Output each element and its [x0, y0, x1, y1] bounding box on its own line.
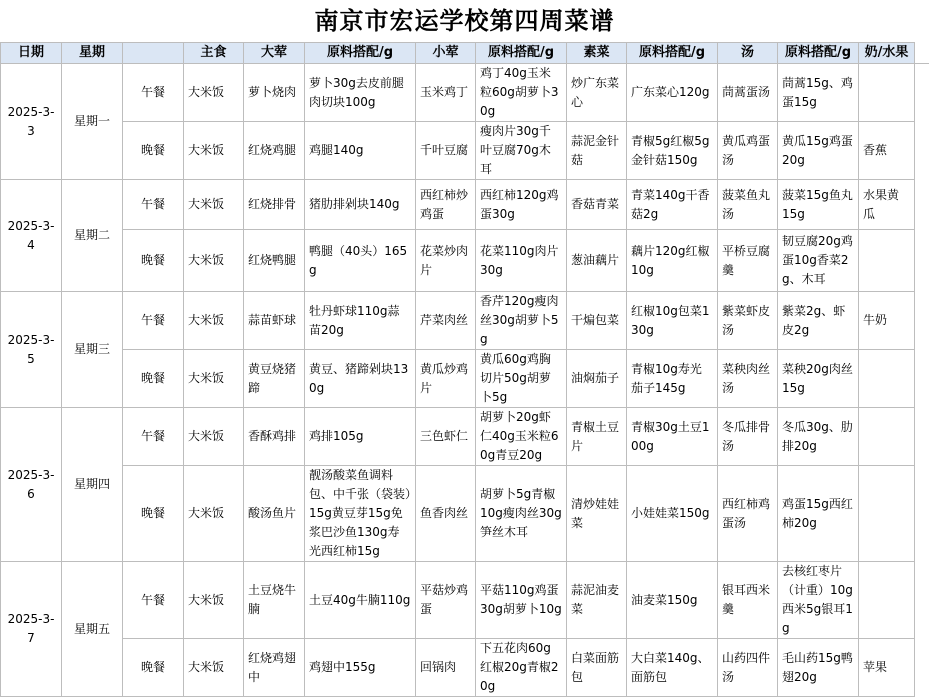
header-cell: 奶/水果 — [859, 43, 915, 64]
side-dish-cell: 西红柿炒鸡蛋 — [416, 180, 476, 230]
header-cell: 主食 — [184, 43, 244, 64]
vegetable-ingredients-cell: 小娃娃菜150g — [627, 466, 718, 562]
staple-cell: 大米饭 — [184, 466, 244, 562]
side-ingredients-cell: 香芹120g瘦肉丝30g胡萝卜5g — [476, 292, 567, 350]
date-cell: 2025-3-5 — [1, 292, 62, 408]
main-ingredients-cell: 鸡排105g — [305, 408, 416, 466]
side-ingredients-cell: 瘦肉片30g千叶豆腐70g木耳 — [476, 122, 567, 180]
side-dish-cell: 三色虾仁 — [416, 408, 476, 466]
soup-cell: 银耳西米羹 — [718, 562, 778, 639]
vegetable-ingredients-cell: 藕片120g红椒10g — [627, 230, 718, 292]
header-row — [1, 43, 915, 64]
staple-cell: 大米饭 — [184, 180, 244, 230]
main-dish-cell: 黄豆烧猪蹄 — [244, 350, 305, 408]
fruit-cell — [859, 408, 915, 466]
header-cell: 小荤 — [416, 43, 476, 64]
header-cell: 原料搭配/g — [627, 43, 718, 64]
main-dish-cell: 蒜苗虾球 — [244, 292, 305, 350]
date-cell: 2025-3-4 — [1, 180, 62, 292]
staple-cell: 大米饭 — [184, 639, 244, 697]
main-ingredients-cell: 鸡腿140g — [305, 122, 416, 180]
side-dish-cell: 黄瓜炒鸡片 — [416, 350, 476, 408]
header-cell: 素菜 — [567, 43, 627, 64]
soup-cell: 西红柿鸡蛋汤 — [718, 466, 778, 562]
staple-cell: 大米饭 — [184, 122, 244, 180]
table-row — [1, 408, 915, 466]
main-ingredients-cell: 靓汤酸菜鱼调料包、中千张（袋装）15g黄豆芽15g免浆巴沙鱼130g寿光西红柿15g — [305, 466, 416, 562]
meal-cell: 午餐 — [123, 180, 184, 230]
main-ingredients-cell: 土豆40g牛腩110g — [305, 562, 416, 639]
soup-cell: 平桥豆腐羹 — [718, 230, 778, 292]
side-ingredients-cell: 西红柿120g鸡蛋30g — [476, 180, 567, 230]
table-row — [1, 350, 915, 408]
table-row — [1, 64, 915, 122]
main-ingredients-cell: 鸭腿（40头）165g — [305, 230, 416, 292]
table-row — [1, 180, 915, 230]
main-dish-cell: 香酥鸡排 — [244, 408, 305, 466]
table-row — [1, 466, 915, 562]
soup-cell: 黄瓜鸡蛋汤 — [718, 122, 778, 180]
soup-ingredients-cell: 冬瓜30g、肋排20g — [778, 408, 859, 466]
main-dish-cell: 红烧排骨 — [244, 180, 305, 230]
meal-cell: 午餐 — [123, 292, 184, 350]
main-ingredients-cell: 鸡翅中155g — [305, 639, 416, 697]
main-dish-cell: 萝卜烧肉 — [244, 64, 305, 122]
main-ingredients-cell: 萝卜30g去皮前腿肉切块100g — [305, 64, 416, 122]
side-dish-cell: 鱼香肉丝 — [416, 466, 476, 562]
side-ingredients-cell: 平菇110g鸡蛋30g胡萝卜10g — [476, 562, 567, 639]
vegetable-cell: 干煸包菜 — [567, 292, 627, 350]
vegetable-cell: 蒜泥油麦菜 — [567, 562, 627, 639]
vegetable-cell: 清炒娃娃菜 — [567, 466, 627, 562]
table-row — [1, 562, 915, 639]
main-ingredients-cell: 猪肋排剁块140g — [305, 180, 416, 230]
soup-cell: 茼蒿蛋汤 — [718, 64, 778, 122]
main-ingredients-cell: 牡丹虾球110g蒜苗20g — [305, 292, 416, 350]
vegetable-cell: 白菜面筋包 — [567, 639, 627, 697]
staple-cell: 大米饭 — [184, 350, 244, 408]
weekday-cell: 星期三 — [62, 292, 123, 408]
header-cell: 原料搭配/g — [476, 43, 567, 64]
header-cell — [123, 43, 184, 64]
weekday-cell: 星期五 — [62, 562, 123, 697]
fruit-cell — [859, 350, 915, 408]
weekday-cell: 星期二 — [62, 180, 123, 292]
meal-cell: 午餐 — [123, 408, 184, 466]
table-row — [1, 639, 915, 697]
side-ingredients-cell: 花菜110g肉片30g — [476, 230, 567, 292]
header-cell: 日期 — [1, 43, 62, 64]
side-ingredients-cell: 鸡丁40g玉米粒60g胡萝卜30g — [476, 64, 567, 122]
fruit-cell: 牛奶 — [859, 292, 915, 350]
vegetable-ingredients-cell: 大白菜140g、面筋包 — [627, 639, 718, 697]
fruit-cell: 香蕉 — [859, 122, 915, 180]
vegetable-cell: 葱油藕片 — [567, 230, 627, 292]
meal-cell: 午餐 — [123, 64, 184, 122]
fruit-cell — [859, 466, 915, 562]
side-ingredients-cell: 下五花肉60g红椒20g青椒20g — [476, 639, 567, 697]
header-cell: 星期 — [62, 43, 123, 64]
vegetable-ingredients-cell: 青椒10g寿光茄子145g — [627, 350, 718, 408]
side-dish-cell: 花菜炒肉片 — [416, 230, 476, 292]
vegetable-ingredients-cell: 青椒5g红椒5g金针菇150g — [627, 122, 718, 180]
main-dish-cell: 红烧鸡腿 — [244, 122, 305, 180]
table-row — [1, 230, 915, 292]
soup-cell: 菜秧肉丝汤 — [718, 350, 778, 408]
side-dish-cell: 芹菜肉丝 — [416, 292, 476, 350]
side-dish-cell: 平菇炒鸡蛋 — [416, 562, 476, 639]
soup-cell: 菠菜鱼丸汤 — [718, 180, 778, 230]
meal-cell: 晚餐 — [123, 230, 184, 292]
fruit-cell: 苹果 — [859, 639, 915, 697]
side-dish-cell: 千叶豆腐 — [416, 122, 476, 180]
date-cell: 2025-3-6 — [1, 408, 62, 562]
header-cell: 大荤 — [244, 43, 305, 64]
soup-ingredients-cell: 黄瓜15g鸡蛋20g — [778, 122, 859, 180]
vegetable-cell: 香菇青菜 — [567, 180, 627, 230]
vegetable-ingredients-cell: 油麦菜150g — [627, 562, 718, 639]
vegetable-ingredients-cell: 广东菜心120g — [627, 64, 718, 122]
soup-cell: 冬瓜排骨汤 — [718, 408, 778, 466]
staple-cell: 大米饭 — [184, 292, 244, 350]
side-dish-cell: 玉米鸡丁 — [416, 64, 476, 122]
vegetable-ingredients-cell: 青椒30g土豆100g — [627, 408, 718, 466]
date-cell: 2025-3-3 — [1, 64, 62, 180]
header-cell: 原料搭配/g — [305, 43, 416, 64]
soup-ingredients-cell: 菠菜15g鱼丸15g — [778, 180, 859, 230]
menu-table — [0, 42, 915, 697]
meal-cell: 晚餐 — [123, 466, 184, 562]
main-ingredients-cell: 黄豆、猪蹄剁块130g — [305, 350, 416, 408]
side-dish-cell: 回锅肉 — [416, 639, 476, 697]
soup-cell: 山药四件汤 — [718, 639, 778, 697]
page-title: 南京市宏运学校第四周菜谱 — [314, 6, 615, 35]
side-ingredients-cell: 胡萝卜5g青椒10g瘦肉丝30g笋丝木耳 — [476, 466, 567, 562]
soup-ingredients-cell: 茼蒿15g、鸡蛋15g — [778, 64, 859, 122]
meal-cell: 晚餐 — [123, 639, 184, 697]
table-row — [1, 292, 915, 350]
meal-cell: 午餐 — [123, 562, 184, 639]
main-dish-cell: 红烧鸡翅中 — [244, 639, 305, 697]
staple-cell: 大米饭 — [184, 230, 244, 292]
fruit-cell: 水果黄瓜 — [859, 180, 915, 230]
side-ingredients-cell: 黄瓜60g鸡胸切片50g胡萝卜5g — [476, 350, 567, 408]
header-cell: 汤 — [718, 43, 778, 64]
staple-cell: 大米饭 — [184, 64, 244, 122]
meal-cell: 晚餐 — [123, 122, 184, 180]
meal-cell: 晚餐 — [123, 350, 184, 408]
staple-cell: 大米饭 — [184, 408, 244, 466]
main-dish-cell: 土豆烧牛腩 — [244, 562, 305, 639]
soup-ingredients-cell: 菜秧20g肉丝15g — [778, 350, 859, 408]
fruit-cell — [859, 64, 915, 122]
main-dish-cell: 酸汤鱼片 — [244, 466, 305, 562]
soup-cell: 紫菜虾皮汤 — [718, 292, 778, 350]
vegetable-cell: 油焖茄子 — [567, 350, 627, 408]
fruit-cell — [859, 230, 915, 292]
soup-ingredients-cell: 毛山药15g鸭翅20g — [778, 639, 859, 697]
soup-ingredients-cell: 鸡蛋15g西红柿20g — [778, 466, 859, 562]
side-ingredients-cell: 胡萝卜20g虾仁40g玉米粒60g青豆20g — [476, 408, 567, 466]
fruit-cell — [859, 562, 915, 639]
vegetable-ingredients-cell: 青菜140g干香菇2g — [627, 180, 718, 230]
weekday-cell: 星期一 — [62, 64, 123, 180]
main-dish-cell: 红烧鸭腿 — [244, 230, 305, 292]
vegetable-cell: 青椒土豆片 — [567, 408, 627, 466]
soup-ingredients-cell: 紫菜2g、虾皮2g — [778, 292, 859, 350]
weekday-cell: 星期四 — [62, 408, 123, 562]
soup-ingredients-cell: 韧豆腐20g鸡蛋10g香菜2g、木耳 — [778, 230, 859, 292]
vegetable-cell: 蒜泥金针菇 — [567, 122, 627, 180]
header-cell: 原料搭配/g — [778, 43, 859, 64]
staple-cell: 大米饭 — [184, 562, 244, 639]
table-row — [1, 122, 915, 180]
vegetable-ingredients-cell: 红椒10g包菜130g — [627, 292, 718, 350]
date-cell: 2025-3-7 — [1, 562, 62, 697]
soup-ingredients-cell: 去核红枣片（计重）10g西米5g银耳1g — [778, 562, 859, 639]
vegetable-cell: 炒广东菜心 — [567, 64, 627, 122]
